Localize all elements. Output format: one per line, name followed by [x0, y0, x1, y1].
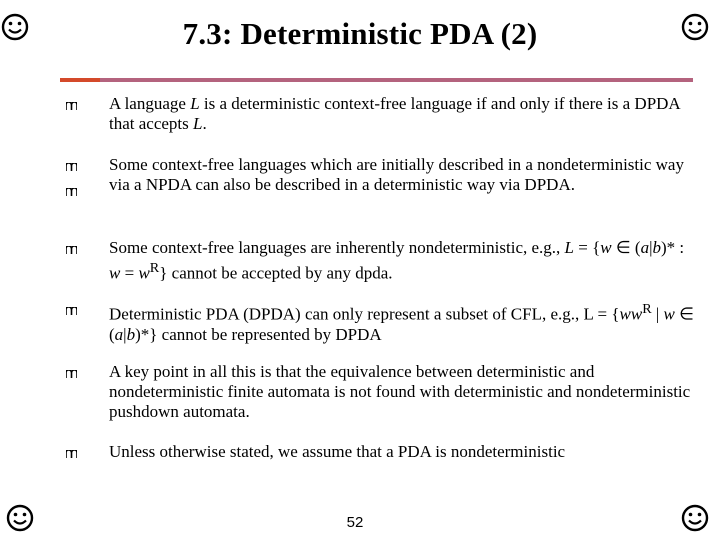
mouse-bullet-icon [66, 370, 82, 389]
page-number: 52 [346, 514, 364, 531]
smiley-face-icon [5, 503, 35, 533]
smiley-face-icon [680, 503, 710, 533]
mouse-bullet-icon [66, 163, 82, 182]
mouse-bullet-icon [66, 188, 82, 207]
bullet-text: Deterministic PDA (DPDA) can only represent a subset of CFL, e.g., $L = \{ww^R$ | w ∈ (a|b)*} cannot be represented by DPDA [109, 301, 694, 344]
mouse-bullet-icon [66, 246, 82, 265]
mouse-bullet-icon [66, 450, 82, 469]
bullet-text: Unless otherwise stated, we assume that a PDA is nondeterministic [109, 442, 566, 461]
slide-title: 7.3: Deterministic PDA (2) [182, 16, 538, 51]
bullet-text: Some context-free languages which are initially described in a nondeterministic way via a NPDA can also be described in a deterministic way via DPDA. [109, 155, 684, 194]
mouse-bullet-icon [66, 307, 82, 326]
mouse-bullet-icon [66, 102, 82, 121]
bullet-text: A language L is a deterministic context-free language if and only if there is a DPDA that accepts L. [109, 94, 680, 133]
title-divider [60, 78, 693, 82]
bullet-text: A key point in all this is that the equivalence between deterministic and nondeterministic finite automata is not found with deterministic and nondeterministic pushdown automata. [109, 362, 691, 421]
bullet-text: Some context-free languages are inherently nondeterministic, e.g., L = {w ∈ (a|b)* : $w = w^R$} cannot be accepted by any dpda. [109, 238, 685, 283]
